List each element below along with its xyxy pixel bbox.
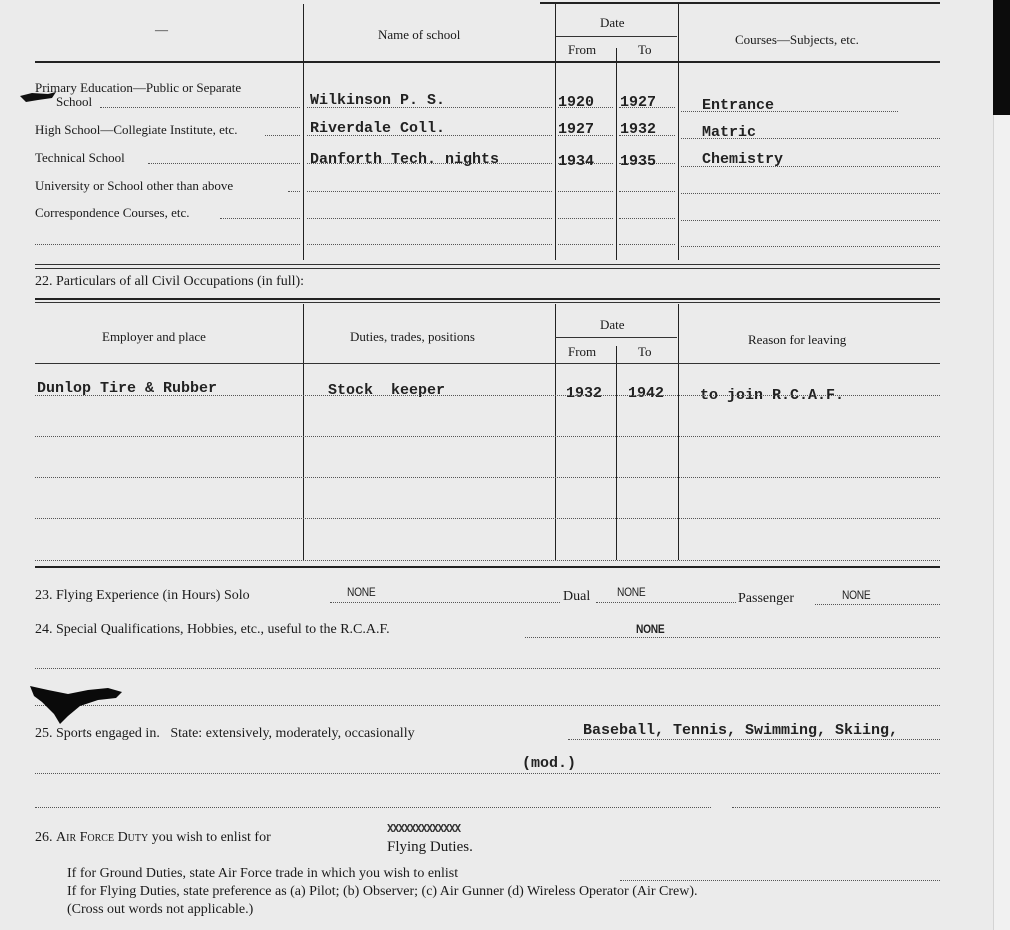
dotted-rule — [330, 602, 560, 603]
column-header-from: From — [568, 344, 597, 359]
q23-label: 23. Flying Experience (in Hours) Solo — [35, 588, 250, 603]
row-label-primary: Primary Education—Public or Separate — [35, 80, 242, 95]
q25-sports[interactable]: Baseball, Tennis, Swimming, Skiing, — [583, 722, 899, 739]
dotted-rule — [35, 244, 300, 245]
column-divider — [616, 48, 617, 260]
dotted-rule — [525, 637, 940, 638]
dotted-rule — [619, 218, 675, 219]
q24-label: 24. Special Qualifications, Hobbies, etc., useful to the R.C.A.F. — [35, 622, 390, 637]
q22-title: 22. Particulars of all Civil Occupations (in full): — [35, 274, 305, 289]
column-header-date: Date — [600, 317, 625, 332]
row-label-technical: Technical School — [35, 150, 125, 165]
table-bottom-rule — [35, 566, 940, 568]
column-header-from: From — [568, 42, 597, 57]
dotted-rule — [100, 107, 300, 108]
dotted-rule — [307, 191, 552, 192]
row-label-correspondence: Correspondence Courses, etc. — [35, 205, 190, 220]
dotted-rule — [558, 191, 613, 192]
employer-value[interactable]: Dunlop Tire & Rubber — [37, 380, 218, 397]
dotted-rule — [681, 220, 940, 221]
q26-label-rest: you wish to enlist for — [151, 830, 271, 845]
dual-label: Dual — [563, 589, 591, 604]
course-high[interactable]: Matric — [702, 124, 757, 141]
date-divider — [555, 36, 677, 37]
date-divider — [555, 337, 677, 338]
header-rule — [35, 61, 940, 63]
dual-value[interactable]: NONE — [617, 585, 646, 599]
struck-out-option: XXXXXXXXXXXXX — [387, 822, 461, 835]
from-high[interactable]: 1927 — [558, 121, 595, 138]
q26-label — [35, 830, 271, 846]
row-label-high-school: High School—Collegiate Institute, etc. — [35, 122, 238, 137]
column-header-reason: Reason for leaving — [748, 332, 847, 347]
q24-value[interactable]: NONE — [636, 622, 665, 636]
solo-value[interactable]: NONE — [347, 585, 376, 599]
school-primary[interactable]: Wilkinson P. S. — [310, 92, 446, 109]
row-label-university: University or School other than above — [35, 178, 234, 193]
column-divider — [678, 304, 679, 560]
column-divider — [616, 346, 617, 560]
q26-ground-duties: If for Ground Duties, state Air Force trade in which you wish to enlist — [67, 866, 459, 881]
dotted-rule — [596, 602, 736, 603]
course-primary[interactable]: Entrance — [702, 97, 775, 114]
scan-border — [993, 0, 1010, 115]
dotted-rule — [35, 705, 940, 706]
table-bottom-rule — [35, 264, 940, 265]
q22-rule — [35, 302, 940, 303]
dotted-rule — [620, 880, 940, 881]
dotted-rule — [35, 477, 940, 478]
column-header-school: Name of school — [378, 27, 461, 42]
column-header-blank: — — [155, 22, 168, 37]
column-header-employer: Employer and place — [102, 329, 206, 344]
reason-value[interactable]: to join R.C.A.F. — [700, 387, 845, 404]
to-primary[interactable]: 1927 — [620, 94, 657, 111]
column-divider — [303, 304, 304, 560]
page-edge — [993, 0, 1010, 930]
dotted-rule — [35, 560, 940, 561]
dotted-rule — [35, 518, 940, 519]
school-technical[interactable]: Danforth Tech. nights — [310, 151, 500, 168]
passenger-label: Passenger — [738, 591, 794, 606]
dotted-rule — [35, 436, 940, 437]
column-header-to: To — [638, 344, 652, 359]
q26-cross-out-note: (Cross out words not applicable.) — [67, 902, 254, 917]
dotted-rule — [732, 807, 940, 808]
duties-value[interactable]: Stock keeper — [328, 382, 446, 399]
dotted-rule — [35, 807, 711, 808]
column-header-date: Date — [600, 15, 625, 30]
q26-flying-duties: If for Flying Duties, state preference as (a) Pilot; (b) Observer; (c) Air Gunner (d) Wireless Operator (Air Crew). — [67, 884, 698, 899]
q26-number: 26. — [35, 830, 53, 845]
dotted-rule — [681, 193, 940, 194]
dotted-rule — [815, 604, 940, 605]
from-primary[interactable]: 1920 — [558, 94, 595, 111]
dotted-rule — [558, 244, 613, 245]
dotted-rule — [35, 773, 940, 774]
dotted-rule — [220, 218, 300, 219]
course-technical[interactable]: Chemistry — [702, 151, 784, 168]
column-header-duties: Duties, trades, positions — [350, 329, 475, 344]
dotted-rule — [307, 218, 552, 219]
dotted-rule — [619, 191, 675, 192]
to-value[interactable]: 1942 — [628, 385, 665, 402]
school-high[interactable]: Riverdale Coll. — [310, 120, 446, 137]
q25-label: 25. Sports engaged in. State: extensively, moderately, occasionally — [35, 726, 415, 741]
ink-blot — [28, 684, 124, 726]
column-divider — [555, 304, 556, 560]
passenger-value[interactable]: NONE — [842, 588, 871, 602]
dotted-rule — [558, 218, 613, 219]
dotted-rule — [568, 739, 940, 740]
dotted-rule — [307, 244, 552, 245]
q26-value[interactable]: Flying Duties. — [387, 839, 473, 855]
q25-frequency[interactable]: (mod.) — [522, 755, 577, 772]
q22-rule — [35, 298, 940, 300]
q26-label-smallcaps: Air Force Duty — [56, 830, 149, 845]
table-top-rule — [540, 2, 940, 4]
dotted-rule — [265, 135, 300, 136]
torn-mark — [18, 88, 58, 106]
column-header-to: To — [638, 42, 652, 57]
dotted-rule — [681, 246, 940, 247]
from-technical[interactable]: 1934 — [558, 153, 595, 170]
to-high[interactable]: 1932 — [620, 121, 657, 138]
dotted-rule — [35, 668, 940, 669]
table-bottom-rule — [35, 268, 940, 269]
to-technical[interactable]: 1935 — [620, 153, 657, 170]
column-divider — [555, 4, 556, 260]
from-value[interactable]: 1932 — [566, 385, 603, 402]
dotted-rule — [619, 244, 675, 245]
column-header-courses: Courses—Subjects, etc. — [735, 32, 859, 47]
row-label-primary-2: School — [56, 94, 93, 109]
column-divider — [678, 4, 679, 260]
dotted-rule — [35, 395, 940, 396]
header-rule — [35, 363, 940, 364]
dotted-rule — [148, 163, 300, 164]
dotted-rule — [288, 191, 300, 192]
column-divider — [303, 4, 304, 260]
